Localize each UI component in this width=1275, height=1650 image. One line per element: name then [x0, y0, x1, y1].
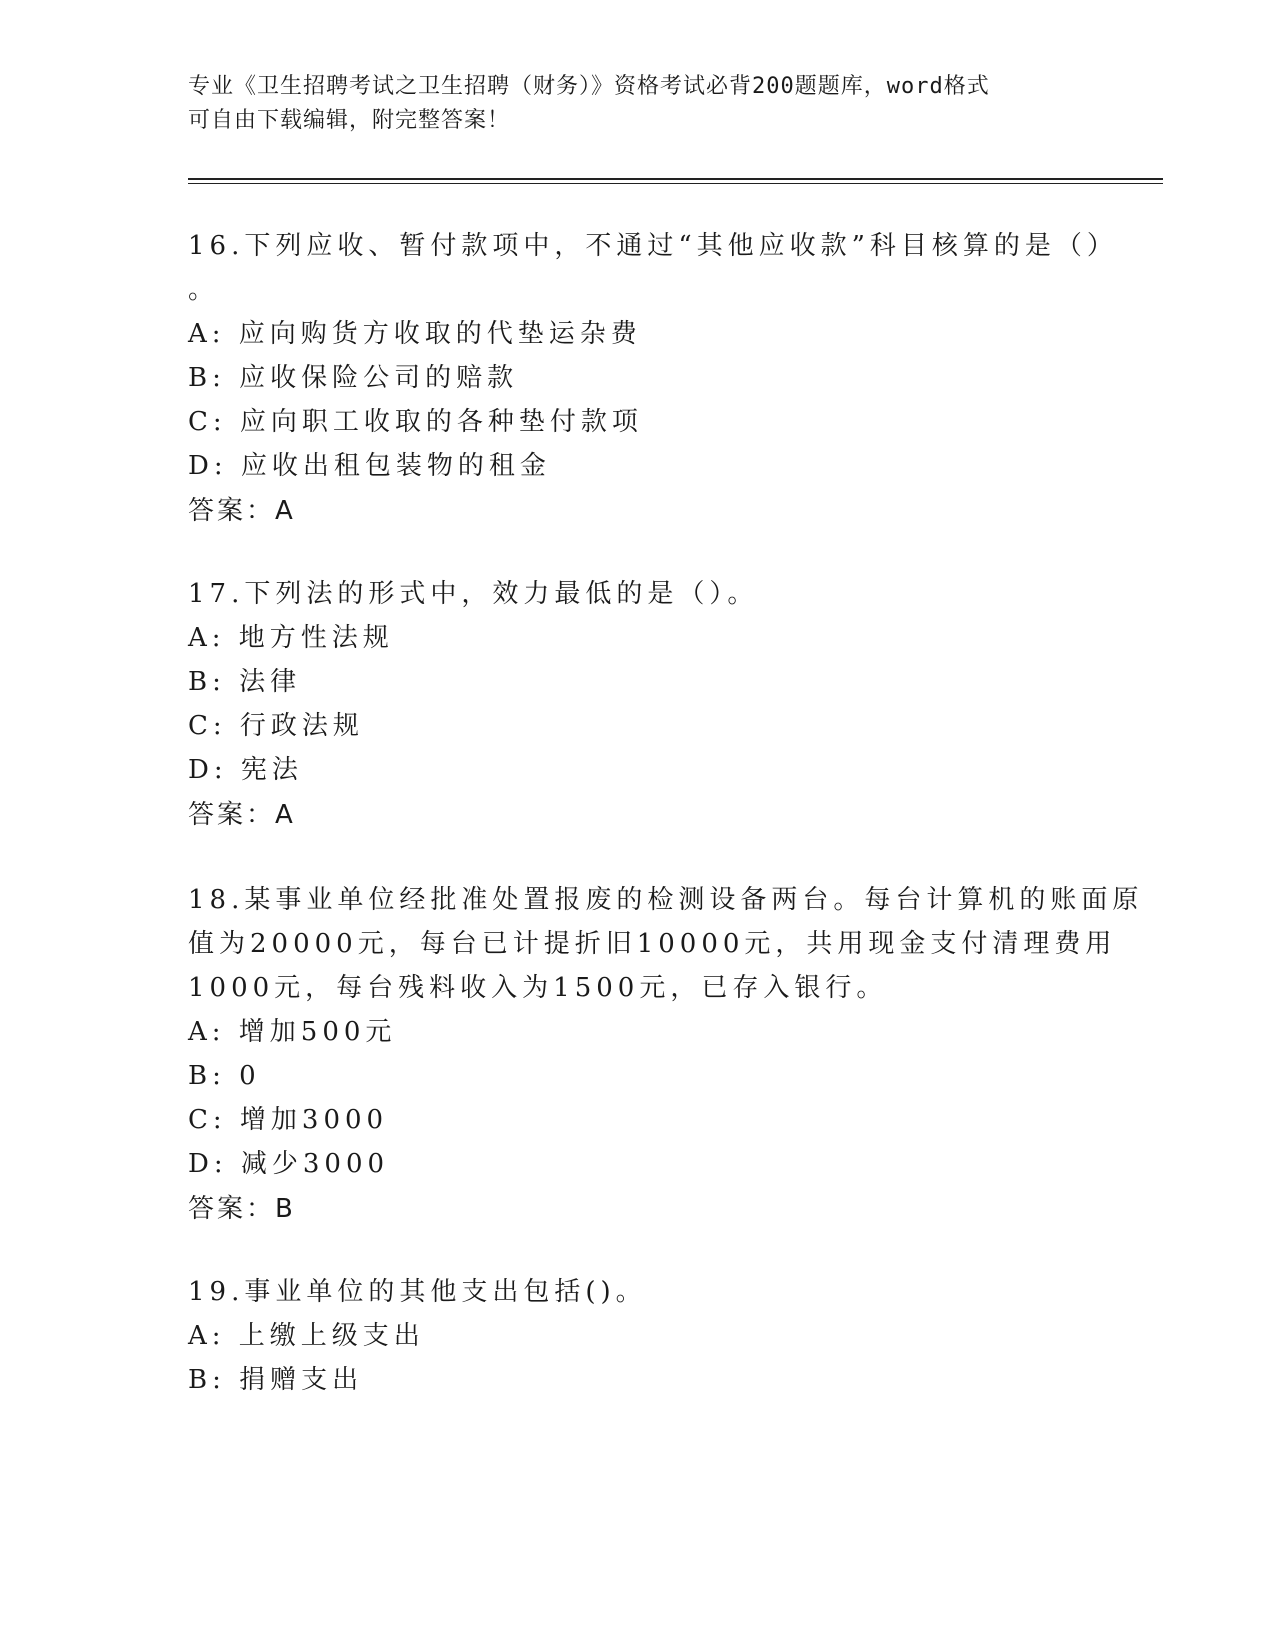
- option-a: A: 地方性法规: [188, 623, 394, 653]
- question-19: [188, 1270, 1088, 1402]
- question-16: [188, 224, 1118, 534]
- question-18: [188, 878, 1144, 1232]
- answer-label: 答案：B: [188, 1194, 296, 1224]
- question-stem-line: 16.下列应收、暂付款项中，不通过“其他应收款”科目核算的是（）: [188, 231, 1118, 261]
- option-c: C: 应向职工收取的各种垫付款项: [188, 407, 643, 437]
- document-header: [188, 70, 1088, 138]
- option-a: A: 应向购货方收取的代垫运杂费: [188, 319, 642, 349]
- option-a: A: 增加500元: [188, 1017, 397, 1047]
- question-17: [188, 572, 1088, 838]
- answer-label: 答案：A: [188, 496, 296, 526]
- question-stem-line: 值为20000元，每台已计提折旧10000元，共用现金支付清理费用: [188, 929, 1117, 959]
- option-b: B: 捐赠支出: [188, 1365, 364, 1395]
- option-c: C: 增加3000: [188, 1105, 389, 1135]
- option-a: A: 上缴上级支出: [188, 1321, 425, 1351]
- question-stem-line: 。: [188, 275, 220, 305]
- option-d: D: 减少3000: [188, 1149, 390, 1179]
- question-stem-line: 18.某事业单位经批准处置报废的检测设备两台。每台计算机的账面原: [188, 885, 1144, 915]
- header-line-2: 可自由下载编辑，附完整答案！: [188, 108, 511, 133]
- option-d: D: 宪法: [188, 755, 303, 785]
- option-b: B: 法律: [188, 667, 302, 697]
- answer-label: 答案：A: [188, 800, 296, 830]
- header-divider-thick: [188, 178, 1163, 180]
- option-c: C: 行政法规: [188, 711, 364, 741]
- option-b: B: 应收保险公司的赔款: [188, 363, 519, 393]
- header-line-1: 专业《卫生招聘考试之卫生招聘（财务）》资格考试必背200题题库，word格式: [188, 74, 990, 99]
- option-b: B: 0: [188, 1061, 261, 1091]
- question-stem-line: 1000元，每台残料收入为1500元，已存入银行。: [188, 973, 888, 1003]
- option-d: D: 应收出租包装物的租金: [188, 451, 551, 481]
- header-divider-thin: [188, 183, 1163, 184]
- question-stem-line: 17.下列法的形式中，效力最低的是（）。: [188, 579, 759, 609]
- question-stem-line: 19.事业单位的其他支出包括()。: [188, 1277, 647, 1307]
